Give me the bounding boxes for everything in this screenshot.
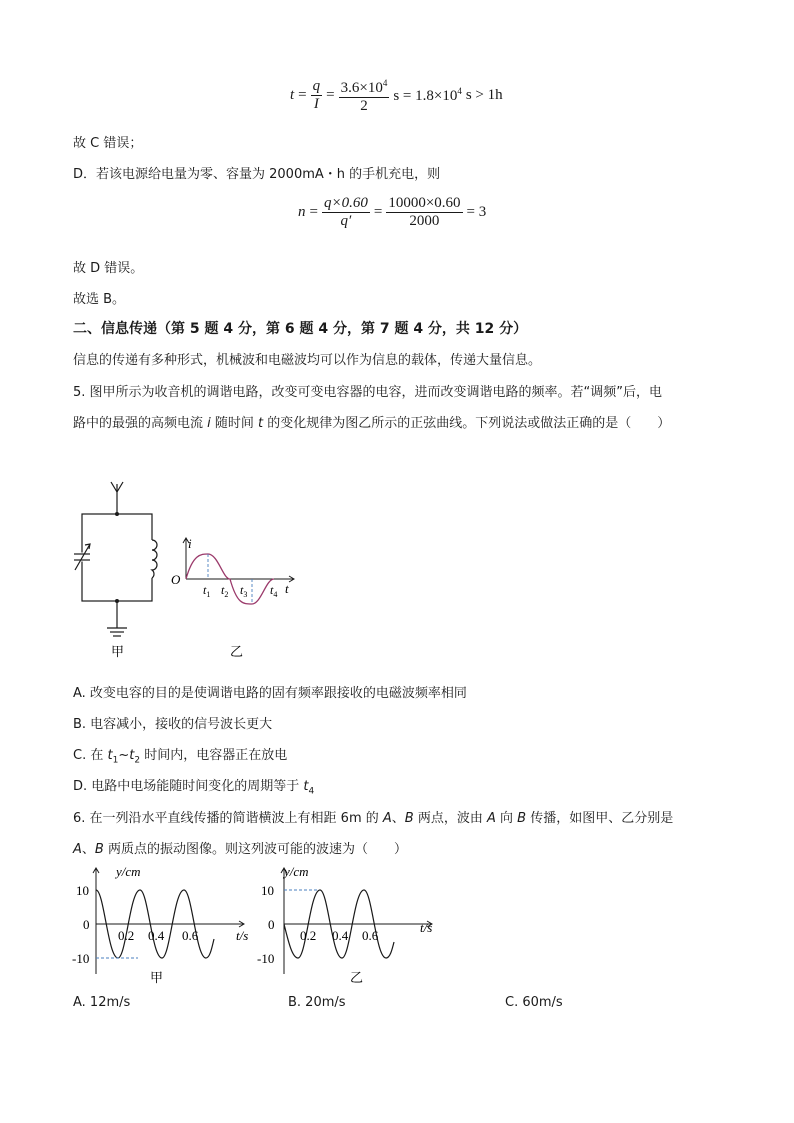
graph-a-x04: 0.4 — [148, 928, 165, 943]
q5-option-c: C. 在 $t_1\sim t_2$ 时间内，电容器正在放电 — [73, 748, 288, 766]
graph-b-y10: 10 — [261, 883, 274, 898]
eq1-fraction-charge: $\frac{3.6\times 10^4}{2}$ — [339, 75, 390, 115]
tick-t3: $t_3$ — [240, 583, 248, 599]
tick-t1: $t_1$ — [203, 583, 211, 599]
antenna-right — [117, 482, 123, 492]
graph-a-ylabel: y/cm — [116, 864, 141, 879]
graph-b-x02: 0.2 — [300, 928, 317, 943]
origin-label: O — [171, 572, 181, 587]
graph-a-y10: 10 — [76, 883, 89, 898]
q6-option-a: A. 12m/s — [73, 995, 131, 1010]
tuning-circuit-figure — [74, 478, 164, 664]
graph-a-yneg10: -10 — [72, 951, 90, 966]
tick-t4: $t_4$ — [270, 583, 278, 599]
eq2-fraction-numeric: $\frac{10000\times 0.60}{2000}$ — [388, 195, 461, 229]
antenna-left — [111, 482, 117, 492]
equation-time: t = $\frac{q}{I}$ = $\frac{3.6\times 10^4}{2}$ $s = 1.8\times 10^4$ s > 1h — [290, 75, 503, 115]
graph-b-caption: 乙 — [350, 971, 364, 986]
graph-b-ylabel: y/cm — [284, 864, 309, 879]
graph-a-xlabel: t/s — [236, 928, 249, 943]
graph-b-x06: 0.6 — [362, 928, 379, 943]
graph-a-x06: 0.6 — [182, 928, 199, 943]
q5-option-d: D. 电路中电场能随时间变化的周期等于 $t_4$ — [73, 779, 315, 797]
graph-b-yneg10: -10 — [257, 951, 275, 966]
graph-b-x04: 0.4 — [332, 928, 349, 943]
graph-a-caption: 甲 — [150, 971, 164, 986]
q6-option-b: B. 20m/s — [288, 995, 346, 1010]
section-2-heading: 二、信息传递（第 5 题 4 分，第 6 题 4 分，第 7 题 4 分，共 12 分） — [73, 321, 528, 337]
graph-b-y0: 0 — [268, 917, 275, 932]
line-d-statement: D．若该电源给电量为零、容量为 2000mA・h 的手机充电，则 — [73, 167, 441, 182]
line-c-wrong: 故 C 错误； — [73, 136, 143, 151]
q5-line-2: 路中的最强的高频电流 i 随时间 t 的变化规律为图乙所示的正弦曲线。下列说法或做法正确的是（ ） — [73, 416, 671, 431]
equation-count: n = $\frac{q\times 0.60}{q'}$ = $\frac{10000\times 0.60}{2000}$ = 3 — [298, 195, 487, 229]
q5-option-b: B. 电容减小，接收的信号波长更大 — [73, 717, 273, 732]
q6-option-c: C. 60m/s — [505, 995, 563, 1010]
eq1-fraction-q-over-i: $\frac{q}{I}$ — [312, 77, 321, 112]
graph-b-xlabel: t/s — [420, 920, 433, 935]
q5-option-a: A. 改变电容的目的是使调谐电路的固有频率跟接收的电磁波频率相同 — [73, 686, 467, 701]
eq1-lhs: t — [290, 86, 295, 103]
line-answer: 故选 B。 — [73, 292, 126, 307]
axis-label-t: t — [285, 581, 289, 596]
circuit-loop — [82, 514, 152, 601]
graph-a-y0: 0 — [83, 917, 90, 932]
line-d-wrong: 故 D 错误。 — [73, 261, 144, 276]
q5-line-1: 5. 图甲所示为收音机的调谐电路，改变可变电容器的电容，进而改变调谐电路的频率。若“调频”后，电 — [73, 385, 663, 400]
section-2-intro: 信息的传递有多种形式，机械波和电磁波均可以作为信息的载体，传递大量信息。 — [73, 353, 542, 368]
eq2-fraction-symbolic: $\frac{q\times 0.60}{q'}$ — [323, 195, 368, 229]
q6-line-1: 6. 在一列沿水平直线传播的简谐横波上有相距 6m 的 A、B 两点，波由 A 向 B 传播，如图甲、乙分别是 — [73, 811, 674, 826]
graph-a-x02: 0.2 — [118, 928, 135, 943]
current-time-graph — [166, 534, 306, 664]
fig-caption-jia: 甲 — [111, 645, 125, 660]
axis-label-i: i — [188, 536, 192, 551]
fig-caption-yi: 乙 — [230, 645, 244, 660]
q6-line-2: A、B 两质点的振动图像。则这列波可能的波速为（ ） — [73, 842, 407, 857]
vibration-graph-b — [254, 862, 444, 990]
vibration-graph-a — [66, 862, 256, 990]
tick-t2: $t_2$ — [221, 583, 229, 599]
